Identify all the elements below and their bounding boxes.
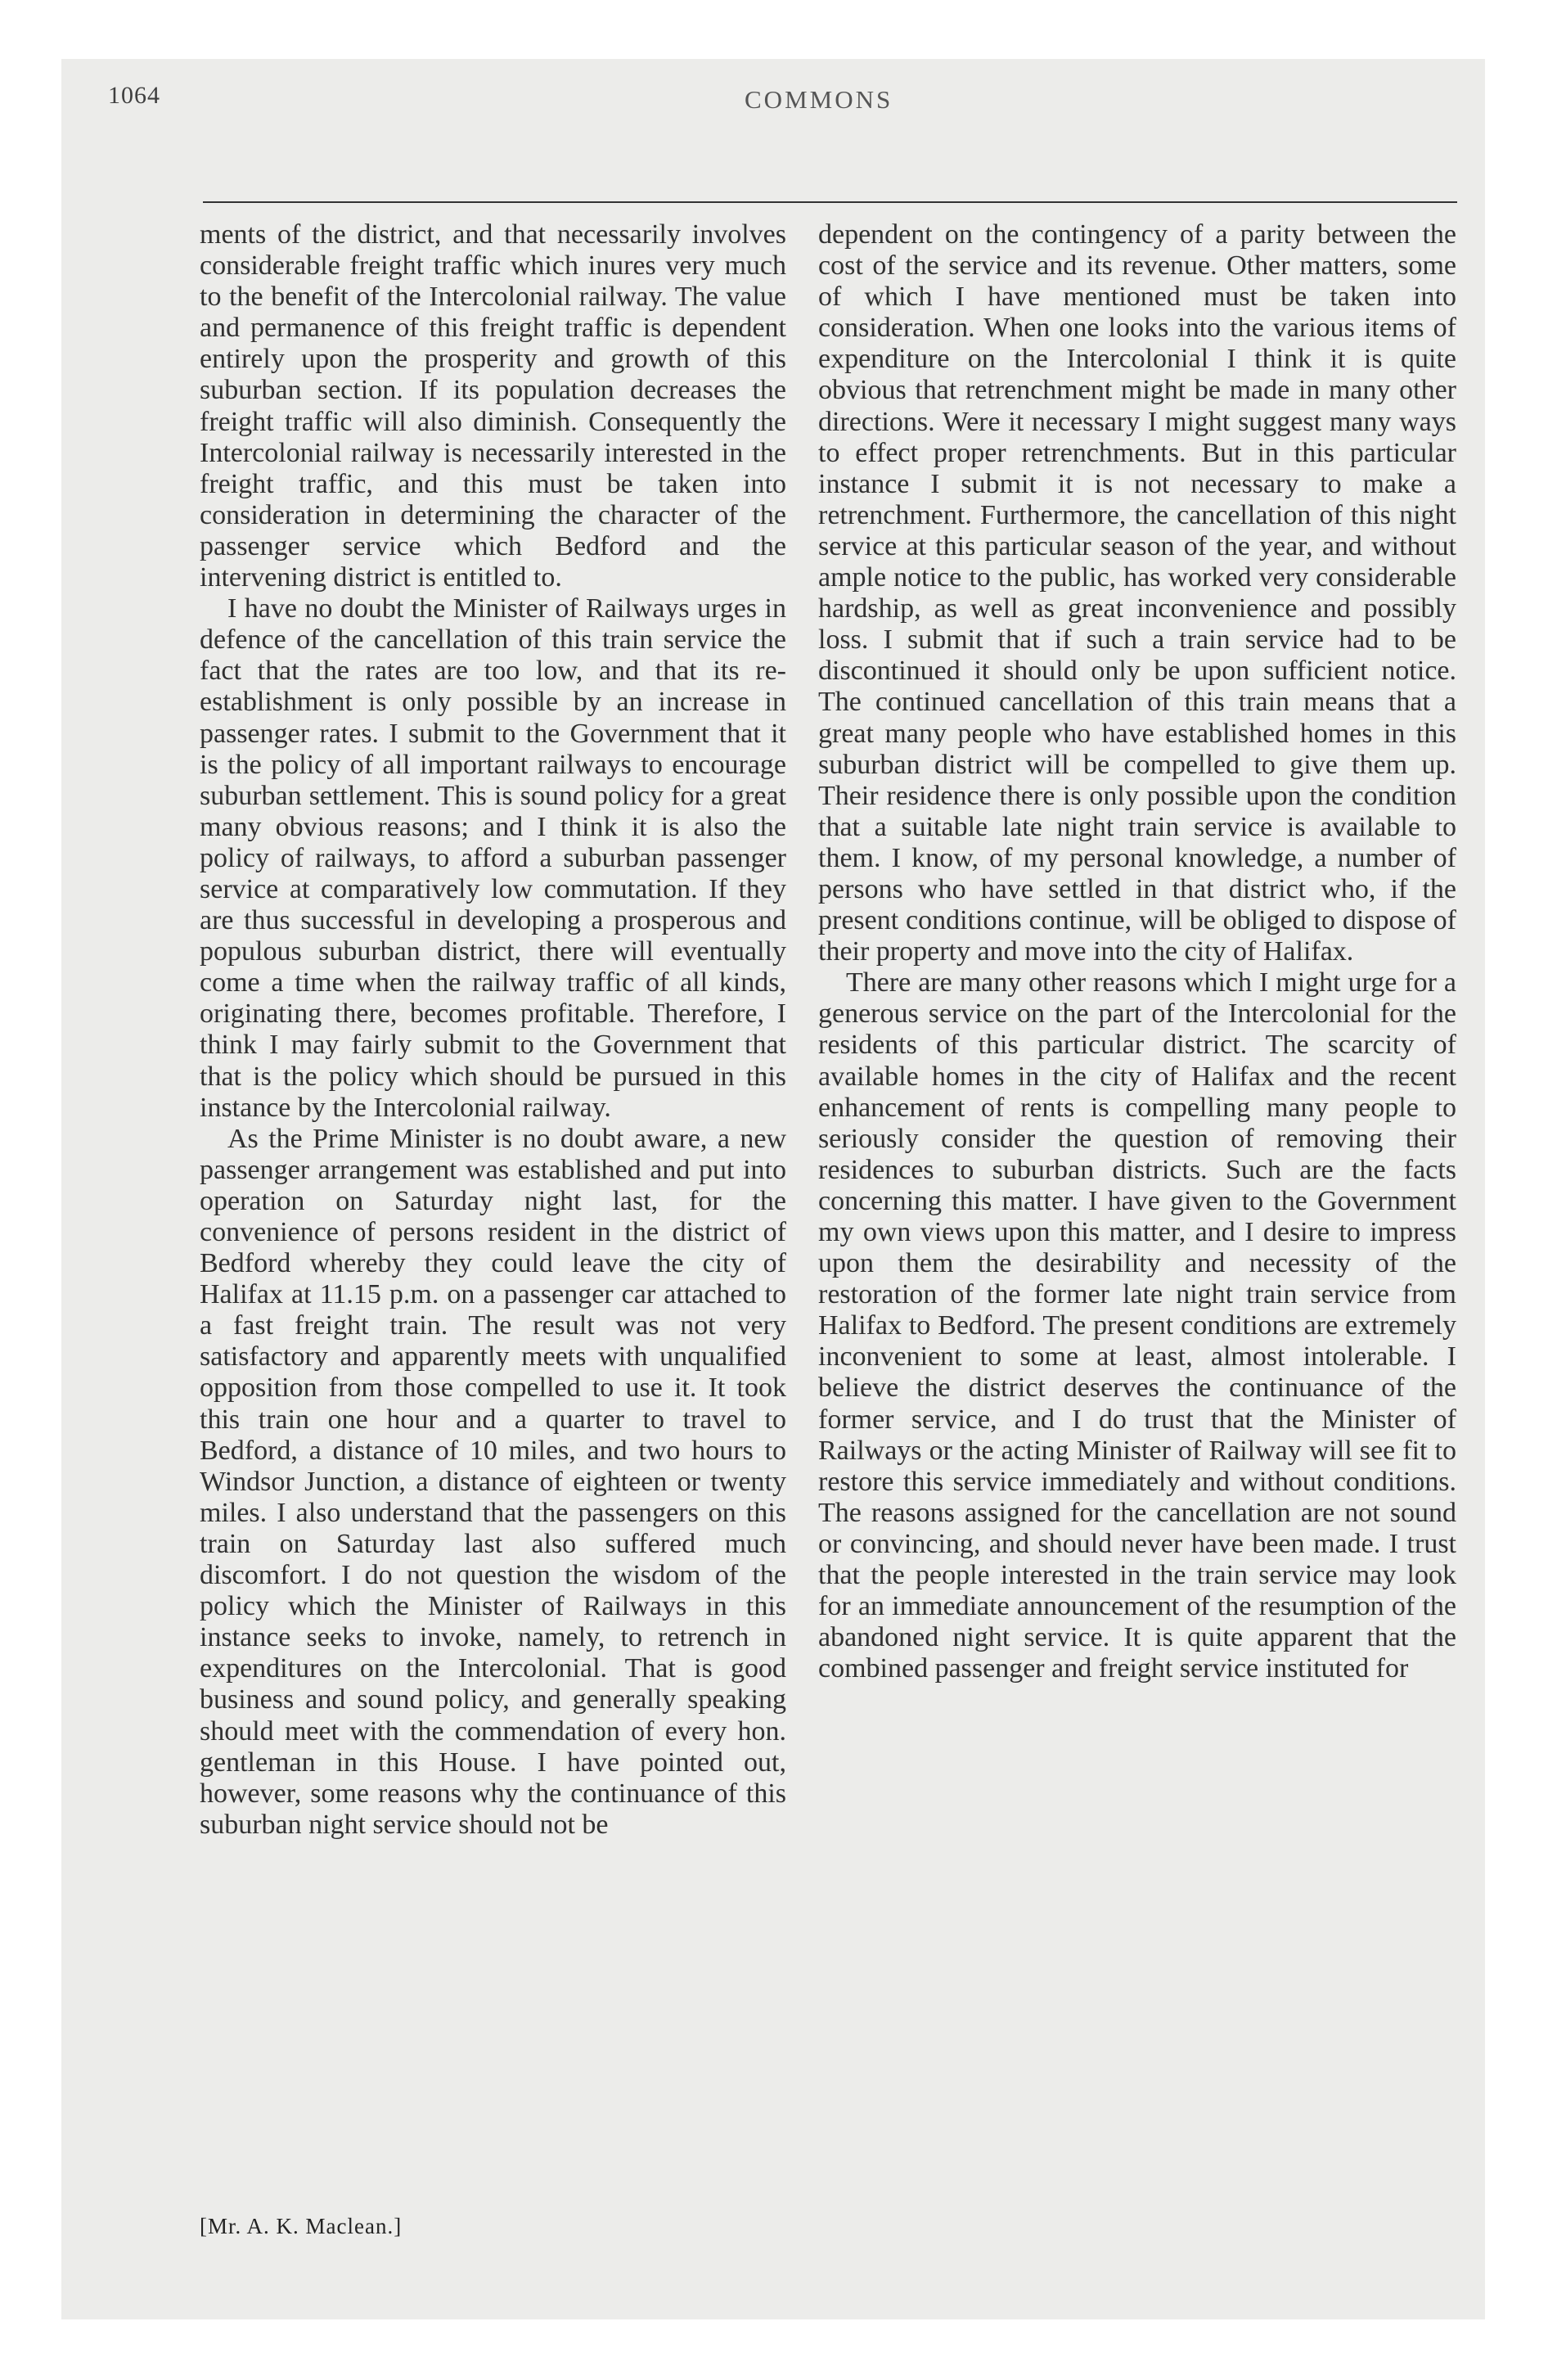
running-head: COMMONS [745,85,893,114]
page-number: 1064 [108,82,160,109]
paragraph: As the Prime Minister is no doubt aware, a new passenger arrangement was established and put into operation on Saturday night last, for the convenience of persons resident in the district of Bedford whereby they could leave the city of Halifax at 11.15 p.m. on a passenger car attached to a fast freight train. The result was not very satisfactory and apparently meets with unqualified opposition from those compelled to use it. It took this train one hour and a quarter to travel to Bedford, a distance of 10 miles, and two hours to Windsor Junction, a distance of eighteen or twenty miles. I also understand that the passengers on this train on Saturday last also suffered much discomfort. I do not question the wisdom of the policy which the Minister of Railways in this instance seeks to invoke, namely, to retrench in expenditures on the Intercolonial. That is good business and sound policy, and generally speaking should meet with the commendation of every hon. gentleman in this House. I have pointed out, however, some reasons why the continuance of this suburban night service should not be [200,1123,786,1840]
speaker-note: [Mr. A. K. Maclean.] [200,2214,403,2238]
paragraph: I have no doubt the Minister of Railways urges in defence of the cancellation of this train service the fact that the rates are too low, and that its re-establishment is only possible by an increase in passenger rates. I submit to the Government that it is the policy of all important railways to encourage suburban settlement. This is sound policy for a great many obvious reasons; and I think it is also the policy of railways, to afford a suburban passenger service at comparatively low commutation. If they are thus successful in developing a prosperous and populous suburban district, there will eventually come a time when the railway traffic of all kinds, originating there, becomes profitable. Therefore, I think I may fairly submit to the Government that that is the policy which should be pursued in this instance by the Intercolonial railway. [200,593,786,1123]
header-rule [203,201,1457,203]
page-header [0,0,1548,131]
left-column [200,219,786,1841]
paragraph: ments of the district, and that necessarily involves considerable freight traffic which inures very much to the benefit of the Intercolonial railway. The value and permanence of this freight traffic is dependent entirely upon the prosperity and growth of this suburban section. If its population decreases the freight traffic will also diminish. Consequently the Intercolonial railway is necessarily interested in the freight traffic, and this must be taken into consideration in determining the character of the passenger service which Bedford and the intervening district is entitled to. [200,219,786,593]
paragraph: There are many other reasons which I might urge for a generous service on the part of the Intercolonial for the residents of this particular district. The scarcity of available homes in the city of Halifax and the recent enhancement of rents is compelling many people to seriously consider the question of removing their residences to suburban districts. Such are the facts concerning this matter. I have given to the Government my own views upon this matter, and I desire to impress upon them the desirability and necessity of the restoration of the former late night train service from Halifax to Bedford. The present conditions are extremely inconvenient to some at least, almost intolerable. I believe the district deserves the continuance of the former service, and I do trust that the Minister of Railways or the acting Minister of Railway will see fit to restore this service immediately and without conditions. The reasons assigned for the cancellation are not sound or convincing, and should never have been made. I trust that the people interested in the train service may look for an immediate announcement of the resumption of the abandoned night service. It is quite apparent that the combined passenger and freight service instituted for [818,967,1456,1684]
paragraph: dependent on the contingency of a parity between the cost of the service and its revenue. Other matters, some of which I have mentioned must be taken into consideration. When one looks into the various items of expenditure on the Intercolonial I think it is quite obvious that retrenchment might be made in many other directions. Were it necessary I might suggest many ways to effect proper retrenchments. But in this particular instance I submit it is not necessary to make a retrenchment. Furthermore, the cancellation of this night service at this particular season of the year, and without ample notice to the public, has worked very considerable hardship, as well as great inconvenience and possibly loss. I submit that if such a train service had to be discontinued it should only be upon sufficient notice. The continued cancellation of this train means that a great many people who have established homes in this suburban district will be compelled to give them up. Their residence there is only possible upon the condition that a suitable late night train service is available to them. I know, of my personal knowledge, a number of persons who have settled in that district who, if the present conditions continue, will be obliged to dispose of their property and move into the city of Halifax. [818,219,1456,967]
right-column [818,219,1456,1684]
